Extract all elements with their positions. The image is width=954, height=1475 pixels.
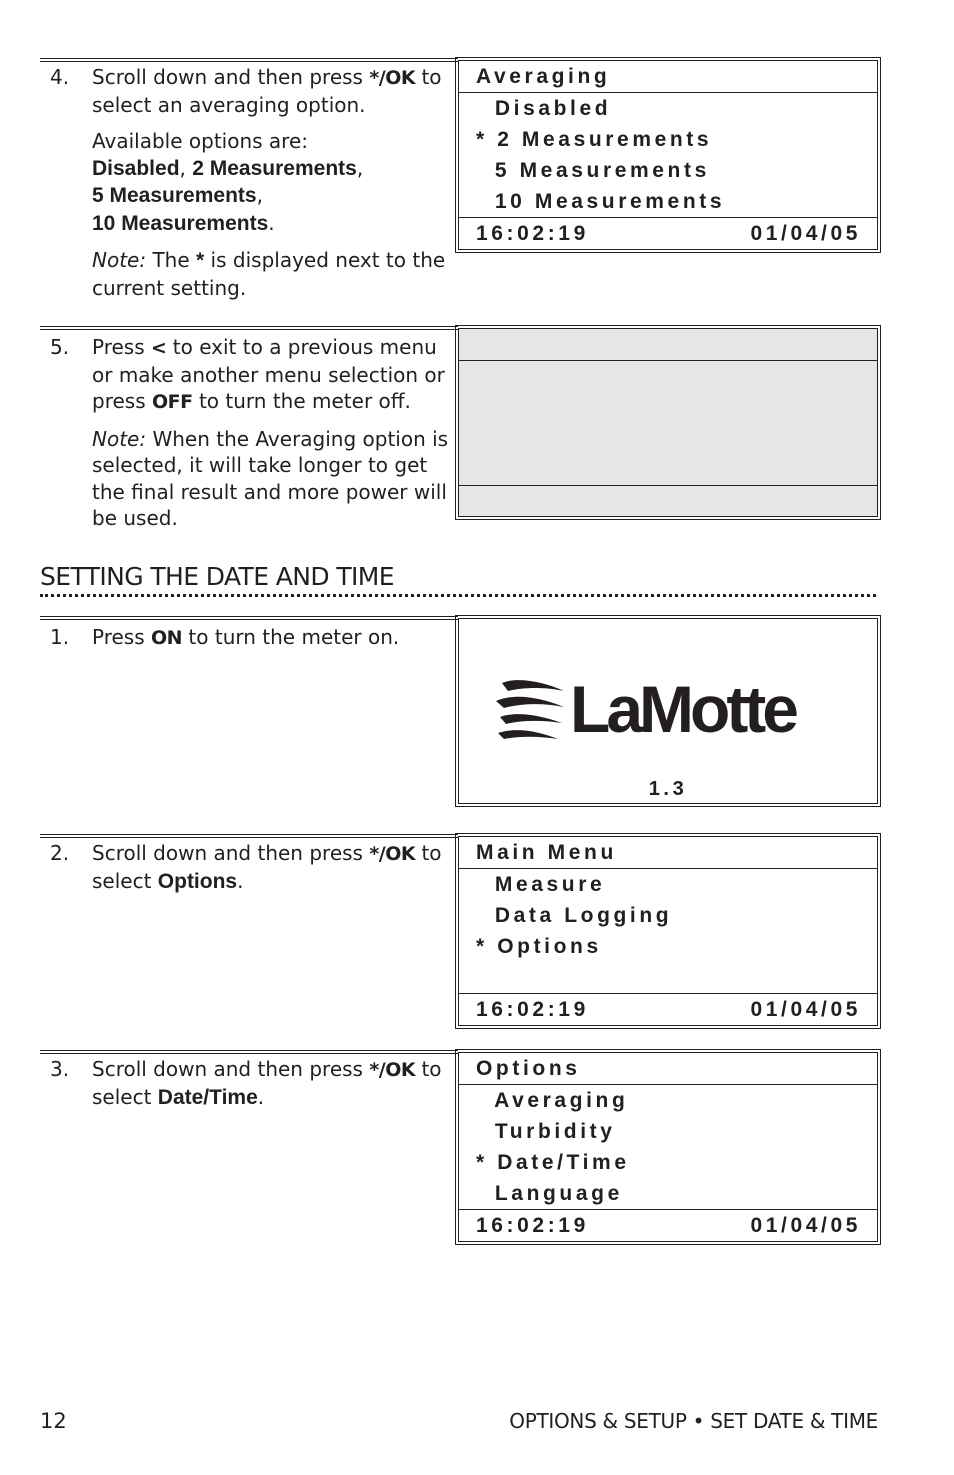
ok-key: */OK: [369, 1059, 416, 1081]
option-disabled: Disabled: [92, 156, 180, 180]
lcd-date: 01/04/05: [750, 998, 861, 1021]
back-arrow-icon: <: [151, 337, 167, 359]
lcd-options-screen: [458, 1052, 878, 1242]
step-rule: [40, 1050, 458, 1051]
step-3-row: [40, 1050, 880, 1246]
option-10-measurements: 10 Measurements: [92, 211, 269, 235]
step-5-text: [92, 334, 454, 542]
page-number: 12: [40, 1409, 67, 1433]
logo-wordmark: LaMotte: [570, 672, 795, 746]
lcd-title: Averaging: [459, 61, 877, 93]
lcd-menu-item: [459, 962, 877, 993]
step-4-text: [92, 64, 454, 311]
lcd-menu-item: * Options: [476, 935, 602, 958]
step-instruction: Scroll down and then press */OK to select Options.: [92, 841, 442, 893]
step-rule: [40, 834, 458, 835]
step-note: Note: When the Averaging option is selected, it will take longer to get the final result and more power will be used.: [92, 426, 449, 530]
lcd-date: 01/04/05: [750, 1214, 861, 1237]
step-1-text: [92, 624, 454, 662]
step-3-text: [92, 1056, 454, 1121]
step-instruction: Scroll down and then press */OK to select Date/Time.: [92, 1057, 442, 1109]
section-divider: [40, 594, 876, 597]
step-number: 2.: [50, 841, 70, 865]
lamotte-logo: [494, 671, 795, 747]
step-rule: [40, 616, 458, 617]
step-number: 5.: [50, 335, 70, 359]
lcd-menu-item: Measure: [476, 873, 606, 896]
lcd-menu-item: Turbidity: [476, 1120, 616, 1143]
lcd-main-menu-screen: [458, 836, 878, 1026]
ok-key: */OK: [369, 843, 416, 865]
step-rule: [40, 58, 458, 59]
step-instruction: Scroll down and then press */OK to select an averaging option.: [92, 65, 442, 117]
lcd-menu-item: Disabled: [476, 97, 612, 120]
lcd-status-bar: [459, 217, 877, 249]
menu-option-name: Options: [157, 869, 238, 893]
section-heading: SETTING THE DATE AND TIME: [40, 562, 394, 591]
step-number: 3.: [50, 1057, 70, 1081]
step-instruction: Press ON to turn the meter on.: [92, 625, 400, 649]
firmware-version: 1.3: [648, 778, 688, 800]
step-rule: [40, 326, 458, 327]
lcd-menu-item: Data Logging: [476, 904, 673, 927]
option-5-measurements: 5 Measurements: [92, 184, 257, 207]
off-key: OFF: [151, 391, 193, 413]
step-number: 4.: [50, 65, 70, 89]
lcd-time: 16:02:19: [476, 222, 589, 245]
lcd-date: 01/04/05: [750, 222, 861, 245]
wave-icon: [494, 677, 566, 741]
lcd-status-bar: [459, 993, 877, 1025]
on-key: ON: [151, 627, 183, 649]
running-footer: OPTIONS & SETUP • SET DATE & TIME: [509, 1409, 878, 1433]
step-2-text: [92, 840, 454, 905]
step-5-row: [40, 326, 880, 536]
ok-key: */OK: [369, 67, 416, 89]
step-number: 1.: [50, 625, 70, 649]
lcd-splash-screen: [458, 618, 878, 804]
options-list: Available options are: Disabled, 2 Measurements, 5 Measurements, 10 Measurements.: [92, 129, 364, 235]
lcd-title: Main Menu: [459, 837, 877, 869]
step-note: Note: The * is displayed next to the current setting.: [92, 248, 446, 300]
lcd-menu-item: Averaging: [476, 1089, 629, 1112]
lcd-blank-screen: [458, 328, 878, 517]
lcd-title: Options: [459, 1053, 877, 1085]
lcd-averaging-screen: [458, 60, 878, 250]
lcd-menu-item: 5 Measurements: [476, 159, 710, 182]
star-symbol: *: [196, 249, 205, 272]
option-2-measurements: 2 Measurements: [192, 156, 357, 180]
lcd-menu-item: Language: [476, 1182, 623, 1205]
menu-option-name: Date/Time: [157, 1085, 258, 1109]
lcd-blank-status-bar: [459, 485, 877, 516]
lcd-time: 16:02:19: [476, 1214, 589, 1237]
step-2-row: [40, 834, 880, 1030]
lcd-time: 16:02:19: [476, 998, 589, 1021]
step-4-row: [40, 58, 880, 308]
lcd-status-bar: [459, 1209, 877, 1241]
lcd-menu-item: 10 Measurements: [476, 190, 726, 213]
step-instruction: Press < to exit to a previous menu or make another menu selection or press OFF to turn the meter off.: [92, 335, 445, 413]
lcd-blank-body: [459, 361, 877, 485]
lcd-blank-title-bar: [459, 329, 877, 361]
step-1-row: [40, 616, 880, 812]
lcd-menu-item: * Date/Time: [476, 1151, 630, 1174]
lcd-menu-item: * 2 Measurements: [476, 128, 713, 151]
